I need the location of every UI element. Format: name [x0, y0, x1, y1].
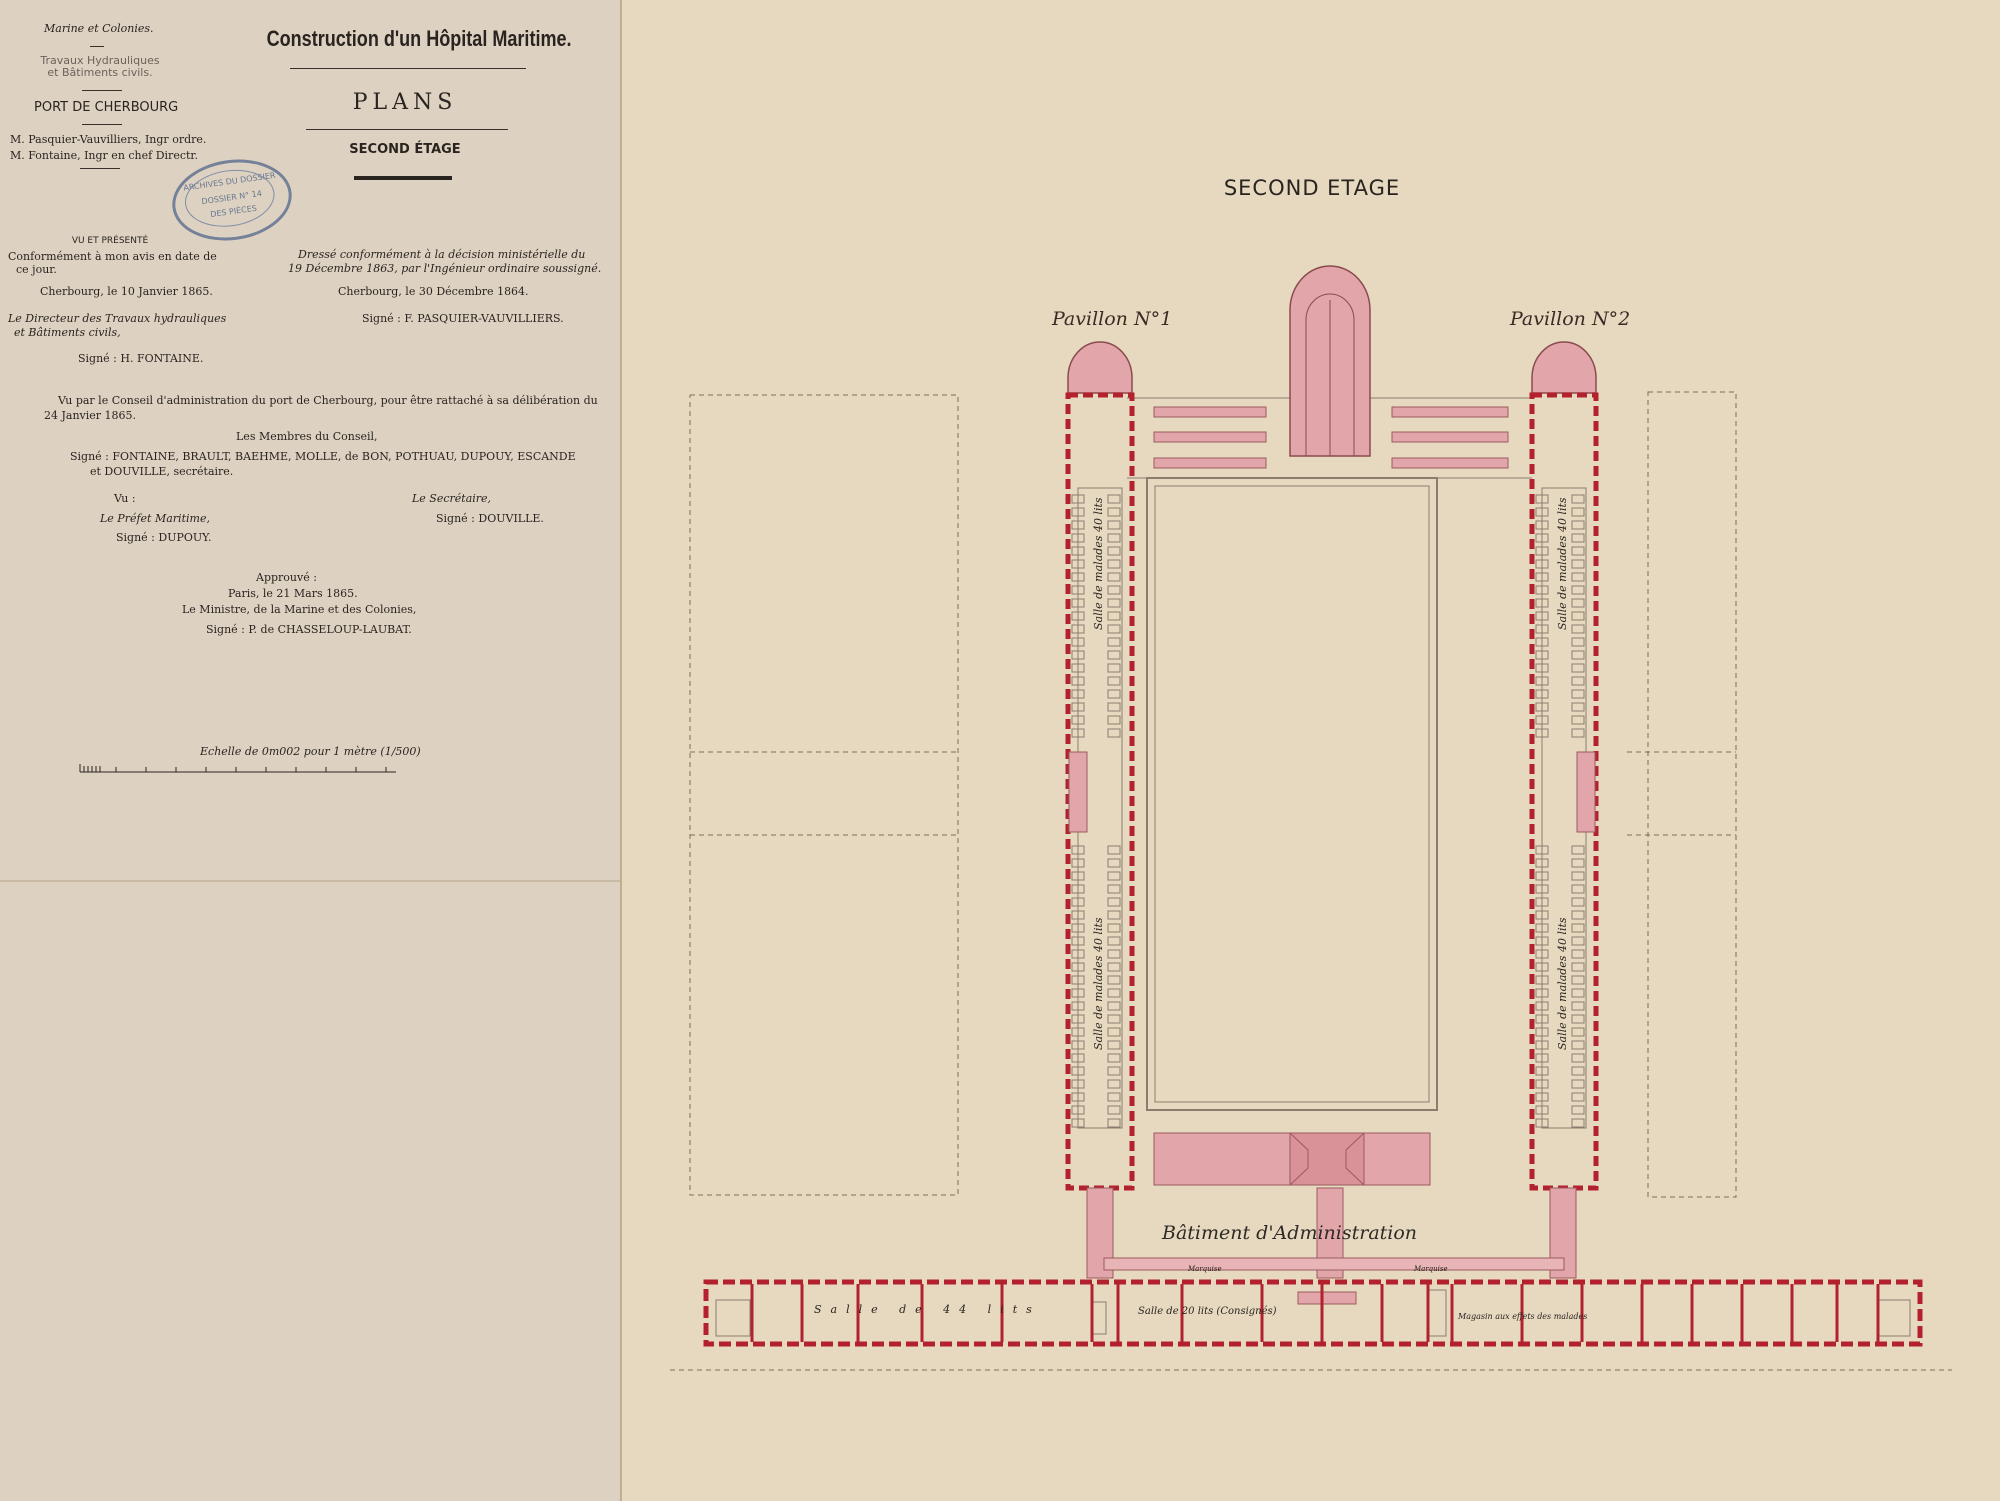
bed [1572, 560, 1584, 568]
bed [1108, 586, 1120, 594]
final-approval-heading: Approuvé : [256, 571, 317, 584]
marquise-label-1: Marquise [1188, 1265, 1222, 1273]
bed [1108, 664, 1120, 672]
bed [1572, 612, 1584, 620]
scale-label: Echelle de 0m002 pour 1 mètre (1/500) [200, 745, 421, 758]
pavilion-1-label: Pavillon N°1 [1052, 308, 1173, 330]
level-heading: SECOND ÉTAGE [349, 142, 461, 157]
bed [1572, 976, 1584, 984]
bed [1572, 573, 1584, 581]
secretary-signed: Signé : DOUVILLE. [436, 512, 544, 525]
bed [1572, 625, 1584, 633]
bed [1108, 729, 1120, 737]
pavilion-2 [1532, 342, 1596, 1188]
document-title: Construction d'un Hôpital Maritime. [266, 26, 572, 51]
pavilion-2-label: Pavillon N°2 [1510, 308, 1631, 330]
bed [1108, 638, 1120, 646]
divider [82, 90, 122, 91]
bed [1572, 1002, 1584, 1010]
approval-left-signed: Signé : H. FONTAINE. [78, 352, 204, 365]
stamp-line1: ARCHIVES DU DOSSIER [182, 170, 277, 193]
council-signed2: et DOUVILLE, secrétaire. [90, 465, 234, 478]
approval-left-line1: Conformément à mon avis en date de [8, 250, 217, 263]
scale-bar [76, 758, 406, 780]
council-line1: Vu par le Conseil d'administration du port de Cherbourg, pour être rattaché à sa délibération du [58, 394, 598, 407]
archive-stamp [167, 152, 297, 248]
bed [1108, 859, 1120, 867]
ward-label-p2-top: Salle de malades 40 lits [1556, 497, 1569, 630]
bed [1108, 495, 1120, 503]
bed [1108, 989, 1120, 997]
bed [1108, 1002, 1120, 1010]
bed [1108, 599, 1120, 607]
bed [1108, 508, 1120, 516]
plan-sheet [620, 0, 2000, 1501]
engineer-1: M. Pasquier-Vauvilliers, Ingr ordre. [10, 133, 207, 146]
admin-label: Bâtiment d'Administration [1162, 1222, 1418, 1244]
bed [1108, 1015, 1120, 1023]
plan-title: SECOND ETAGE [1223, 176, 1401, 200]
bed [1108, 1080, 1120, 1088]
bed [1572, 1041, 1584, 1049]
bed [1572, 989, 1584, 997]
bed [1572, 859, 1584, 867]
bed [1572, 677, 1584, 685]
fold-line [0, 880, 620, 882]
divider [82, 124, 122, 125]
final-approval-date: Paris, le 21 Mars 1865. [228, 587, 358, 600]
approval-right-date: Cherbourg, le 30 Décembre 1864. [338, 285, 529, 298]
chapel [1290, 266, 1370, 456]
approval-right-line1: Dressé conformément à la décision ministérielle du [298, 248, 586, 261]
engineer-2: M. Fontaine, Ingr en chef Directr. [10, 149, 198, 162]
bed [1108, 573, 1120, 581]
divider [90, 46, 104, 47]
bed [1108, 703, 1120, 711]
bed [1572, 599, 1584, 607]
approval-left-date: Cherbourg, le 10 Janvier 1865. [40, 285, 213, 298]
bed [1108, 534, 1120, 542]
bed [1572, 1015, 1584, 1023]
council-vu: Vu : [114, 492, 136, 505]
bed [1572, 651, 1584, 659]
stamp-line2: DOSSIER N° 14 [200, 188, 263, 207]
ministry-label: Marine et Colonies. [44, 22, 154, 35]
bed [1108, 937, 1120, 945]
title-sheet [0, 0, 620, 1501]
bed [1108, 1054, 1120, 1062]
bed [1572, 547, 1584, 555]
bed [1108, 716, 1120, 724]
bed [1108, 612, 1120, 620]
council-signed1: Signé : FONTAINE, BRAULT, BAEHME, MOLLE, de BON, POTHUAU, DUPOUY, ESCANDE [70, 450, 576, 463]
bed [1572, 1080, 1584, 1088]
bed [1108, 1093, 1120, 1101]
bed [1108, 560, 1120, 568]
bed [1572, 1106, 1584, 1114]
prefect-role: Le Préfet Maritime, [100, 512, 210, 525]
bed [1572, 508, 1584, 516]
bed [1572, 1028, 1584, 1036]
approval-left-role1: Le Directeur des Travaux hydrauliques [8, 312, 227, 325]
bed [1108, 885, 1120, 893]
bed [1108, 950, 1120, 958]
thick-divider [354, 176, 452, 180]
stamp-line3: DES PIÈCES [209, 203, 258, 220]
approval-left-line2: ce jour. [16, 263, 57, 276]
bed [1572, 872, 1584, 880]
bed [1572, 937, 1584, 945]
bed [1108, 963, 1120, 971]
divider [80, 168, 120, 169]
bed [1572, 521, 1584, 529]
bed [1108, 1028, 1120, 1036]
divider [290, 68, 526, 69]
bed [1572, 664, 1584, 672]
ward-label-p1-top: Salle de malades 40 lits [1092, 497, 1105, 630]
salle-20-label: Salle de 20 lits (Consignés) [1138, 1306, 1277, 1317]
bed [1572, 1093, 1584, 1101]
bed [1108, 651, 1120, 659]
ward-label-p2-bottom: Salle de malades 40 lits [1556, 917, 1569, 1050]
bed [1108, 924, 1120, 932]
approval-right-signed: Signé : F. PASQUIER-VAUVILLIERS. [362, 312, 564, 325]
approval-left-role2: et Bâtiments civils, [14, 326, 121, 339]
bed [1108, 1041, 1120, 1049]
bed [1108, 625, 1120, 633]
council-line2: 24 Janvier 1865. [44, 409, 137, 422]
courtyard [1127, 398, 1532, 1110]
bed [1572, 586, 1584, 594]
bed [1572, 703, 1584, 711]
port-label: PORT DE CHERBOURG [34, 100, 179, 115]
bed [1108, 677, 1120, 685]
dept-line1: Travaux Hydrauliques [40, 54, 160, 67]
bed [1572, 911, 1584, 919]
bed [1108, 547, 1120, 555]
bed [1572, 898, 1584, 906]
bed [1572, 963, 1584, 971]
final-approval-minister: Le Ministre, de la Marine et des Colonies, [182, 603, 417, 616]
floor-plan [622, 0, 2000, 1501]
dept-line2: et Bâtiments civils. [47, 66, 153, 79]
final-approval-signed: Signé : P. de CHASSELOUP-LAUBAT. [206, 623, 412, 636]
bed [1572, 495, 1584, 503]
bed [1108, 898, 1120, 906]
bed [1108, 846, 1120, 854]
bed [1108, 1106, 1120, 1114]
magasin-label: Magasin aux effets des malades [1458, 1312, 1588, 1321]
bed [1572, 729, 1584, 737]
plans-heading: PLANS [352, 90, 458, 115]
bed [1572, 1067, 1584, 1075]
approval-right-line2: 19 Décembre 1863, par l'Ingénieur ordinaire soussigné. [288, 262, 602, 275]
divider [306, 129, 508, 130]
bed [1572, 924, 1584, 932]
bed [1108, 976, 1120, 984]
bed [1572, 1054, 1584, 1062]
salle-44-label: Salle de 44 lits [814, 1303, 1041, 1316]
bed [1572, 885, 1584, 893]
bed [1108, 911, 1120, 919]
marquise-label-2: Marquise [1414, 1265, 1448, 1273]
council-members: Les Membres du Conseil, [236, 430, 378, 443]
bed [1108, 1067, 1120, 1075]
bed [1108, 872, 1120, 880]
secretary-role: Le Secrétaire, [412, 492, 492, 505]
pavilion-1 [1068, 342, 1132, 1188]
approval-heading: VU ET PRÉSENTÉ [71, 236, 149, 246]
bed [1572, 534, 1584, 542]
bed [1572, 950, 1584, 958]
bed [1572, 690, 1584, 698]
prefect-signed: Signé : DUPOUY. [116, 531, 212, 544]
bed [1572, 846, 1584, 854]
bed [1108, 521, 1120, 529]
ward-label-p1-bottom: Salle de malades 40 lits [1092, 917, 1105, 1050]
bed [1572, 1119, 1584, 1127]
scale-ticks [80, 764, 386, 772]
bed [1572, 638, 1584, 646]
galleries [1154, 407, 1508, 1185]
bed [1572, 716, 1584, 724]
bed [1108, 690, 1120, 698]
bed [1108, 1119, 1120, 1127]
